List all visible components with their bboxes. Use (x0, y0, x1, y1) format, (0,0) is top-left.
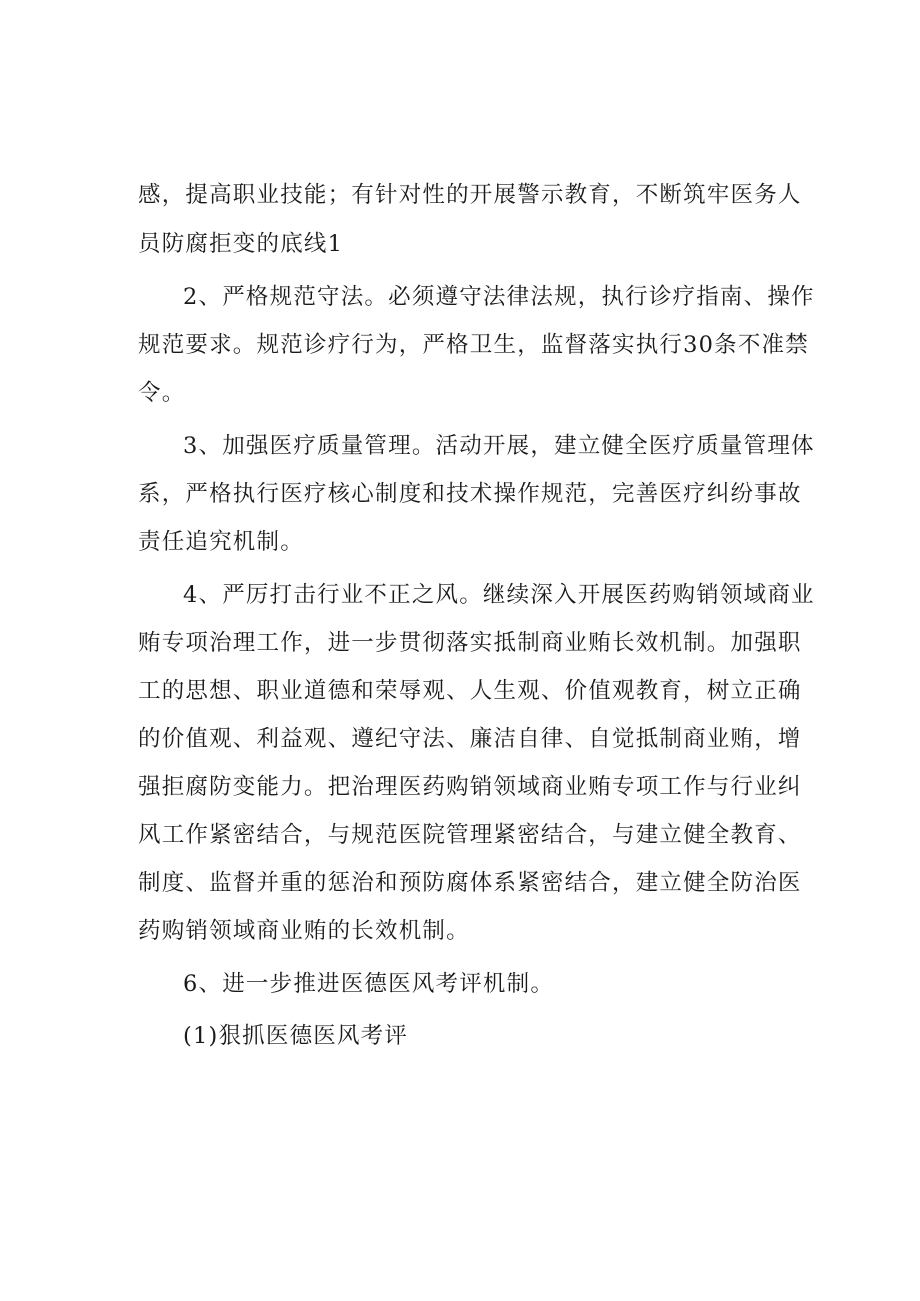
paragraph-line: 3、加强医疗质量管理。活动开展，建立健全医疗质量管理体 (183, 433, 815, 459)
paragraph-line: 系，严格执行医疗核心制度和技术操作规范，完善医疗纠纷事故 (138, 481, 802, 507)
subsection-heading: (1)狠抓医德医风考评 (183, 1023, 409, 1049)
paragraph-line: 令。 (138, 380, 186, 406)
paragraph-line: 的价值观、利益观、遵纪守法、廉洁自律、自觉抵制商业贿，增 (138, 726, 802, 752)
paragraph-line: 制度、监督并重的惩治和预防腐体系紧密结合，建立健全防治医 (138, 870, 802, 896)
paragraph-line: 工的思想、职业道德和荣辱观、人生观、价值观教育，树立正确 (138, 678, 802, 704)
paragraph-line: 责任追究机制。 (138, 529, 304, 555)
paragraph-line: 强拒腐防变能力。把治理医药购销领域商业贿专项工作与行业纠 (138, 774, 802, 800)
paragraph-line: 4、严厉打击行业不正之风。继续深入开展医药购销领域商业 (183, 582, 815, 608)
paragraph-line: 风工作紧密结合，与规范医院管理紧密结合，与建立健全教育、 (138, 822, 802, 848)
paragraph-line: 员防腐拒变的底线1 (138, 231, 344, 257)
paragraph-line: 药购销领域商业贿的长效机制。 (138, 918, 470, 944)
paragraph-line: 感，提高职业技能；有针对性的开展警示教育，不断筑牢医务人 (138, 182, 802, 208)
paragraph-line: 规范要求。规范诊疗行为，严格卫生，监督落实执行30条不准禁 (138, 332, 809, 358)
section-heading: 6、进一步推进医德医风考评机制。 (183, 971, 555, 997)
paragraph-line: 贿专项治理工作，进一步贯彻落实抵制商业贿长效机制。加强职 (138, 630, 802, 656)
paragraph-line: 2、严格规范守法。必须遵守法律法规，执行诊疗指南、操作 (183, 284, 815, 310)
